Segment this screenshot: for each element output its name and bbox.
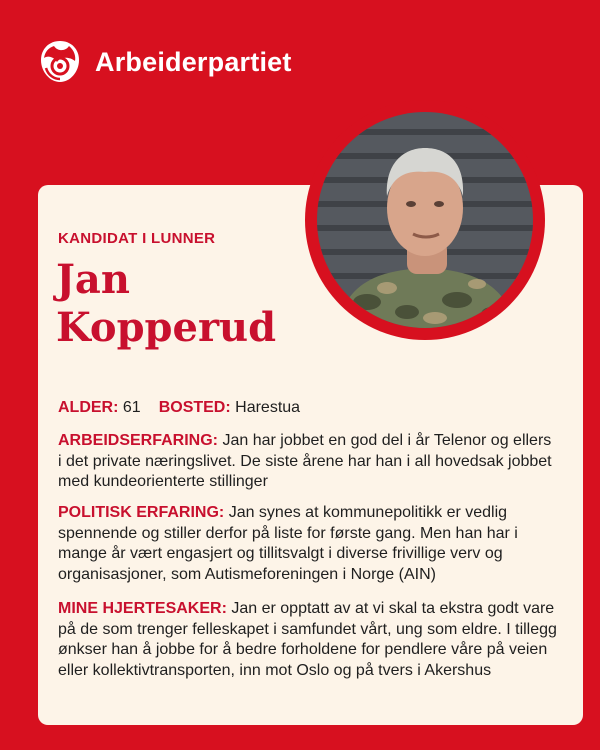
candidate-kicker: KANDIDAT I LUNNER [58, 230, 216, 247]
heart-causes-text: Jan er opptatt av at vi skal ta ekstra godt vare på de som trenger felleskapet i samfundet vårt, ung som eldre. I tillegg ønkser han å jobbe for å bedre forholdene for pendlere våre på veien eller kollektivtransporten, inn mot Oslo og på tvers i Akershus [58, 600, 557, 679]
candidate-name [56, 256, 276, 352]
candidate-last-name: Kopperud [56, 304, 277, 351]
brand-name: Arbeiderpartiet [95, 47, 292, 77]
work-experience-text: Jan har jobbet en god del i år Telenor og ellers i det private næringslivet. De siste årene har han i all hovedsak jobbet med kundeorienterte stillinger [58, 432, 552, 490]
residence-label: BOSTED: [158, 399, 231, 416]
candidate-photo [317, 112, 533, 328]
political-experience-text: Jan synes at kommunepolitikk er vedlig spennende og stiller derfor på liste for første gang. Men han har i mange år vært engasjert og tillitsvalgt i diverse frivillige verv og organisasjoner, som Autismeforeningen i Norge (AIN) [58, 504, 518, 583]
heart-causes-section [58, 599, 558, 681]
political-experience-section [58, 503, 558, 585]
facts-line [58, 398, 558, 419]
work-experience-label: ARBEIDSERFARING: [58, 432, 219, 449]
residence-value: Harestua [235, 399, 301, 416]
candidate-first-name: Jan [56, 256, 130, 303]
political-experience-label: POLITISK ERFARING: [58, 504, 225, 521]
age-label: ALDER: [58, 399, 119, 416]
rose-logo-icon [36, 38, 84, 86]
age-value: 61 [122, 399, 141, 416]
heart-causes-label: MINE HJERTESAKER: [58, 600, 227, 617]
work-experience-section [58, 431, 558, 493]
